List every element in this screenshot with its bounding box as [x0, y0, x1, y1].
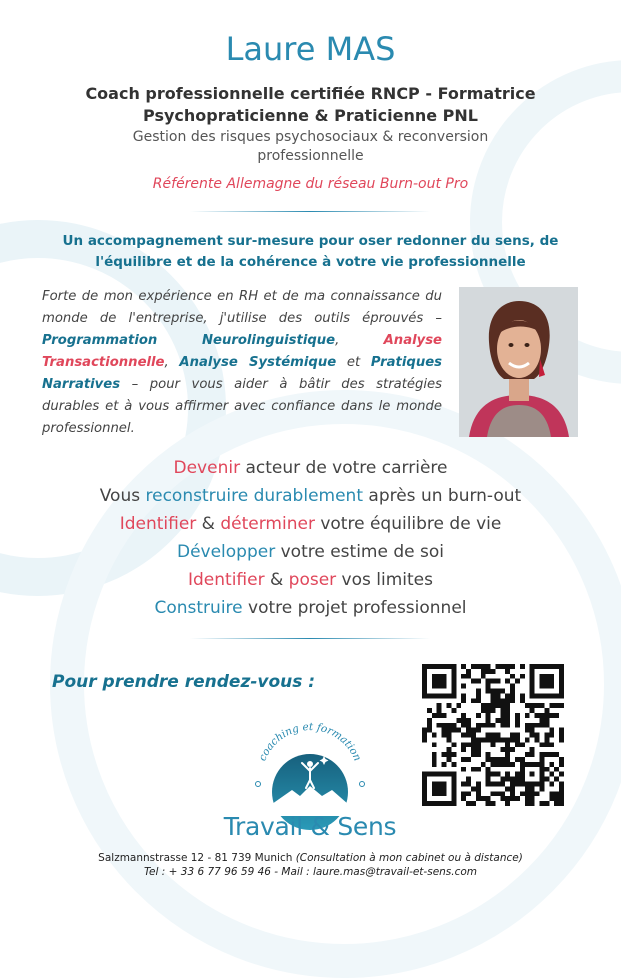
portrait-illustration: [459, 287, 578, 437]
bio-pnl: Programmation Neurolinguistique: [42, 333, 336, 348]
divider-top: [190, 211, 430, 212]
goal-text: votre projet professionnel: [242, 598, 467, 618]
goal-text: Vous: [99, 486, 146, 506]
qr-code-icon[interactable]: [422, 664, 564, 806]
bio-sep-1: ,: [335, 333, 384, 348]
job-title-line1: Coach professionnelle certifiée RNCP - Formatrice: [85, 84, 536, 103]
goal-text: acteur de votre carrière: [240, 458, 448, 478]
goal-text: vos limites: [336, 570, 433, 590]
bio-sep-2: ,: [164, 355, 180, 370]
goal-text: après un burn-out: [363, 486, 522, 506]
profile-photo: [459, 287, 578, 437]
goal-item: [0, 486, 621, 506]
qr-code-graphic: [422, 664, 564, 806]
goal-keyword: Construire: [154, 598, 243, 618]
bio-paragraph: [42, 286, 442, 440]
referent-line: Référente Allemagne du réseau Burn-out Pro: [152, 176, 469, 192]
goal-keyword: Développer: [176, 542, 276, 562]
bio-sep-3: et: [336, 355, 371, 370]
bio-text-1: Forte de mon expérience en RH et de ma connaissance du monde de l'entreprise, j'utilise des outils éprouvés –: [42, 289, 442, 326]
tagline: Un accompagnement sur-mesure pour oser redonner du sens, de l'équilibre et de la cohérence à votre vie professionnelle: [62, 233, 559, 270]
appointment-heading: Pour prendre rendez-vous :: [52, 672, 316, 692]
dot-icon: [256, 782, 261, 787]
goal-item: [0, 514, 621, 534]
logo-arc-text: coaching et formation: [256, 720, 364, 763]
goal-keyword: déterminer: [220, 514, 315, 534]
goal-item: [0, 570, 621, 590]
address-text: Salzmannstrasse 12 - 81 739 Munich: [98, 852, 296, 864]
address: [0, 852, 621, 864]
goal-text: &: [196, 514, 221, 534]
dot-icon: [360, 782, 365, 787]
address-note: (Consultation à mon cabinet ou à distance): [295, 852, 523, 864]
goal-text: votre équilibre de vie: [314, 514, 502, 534]
goal-keyword: reconstruire durablement: [145, 486, 363, 506]
travail-et-sens-logo: [200, 720, 420, 845]
goal-text: &: [264, 570, 289, 590]
logo-name: Travail & Sens: [223, 812, 397, 841]
job-title-line2: Psychopraticienne & Praticienne PNL: [143, 106, 478, 125]
goal-item: [0, 458, 621, 478]
contact-line[interactable]: Tel : + 33 6 77 96 59 46 - Mail : laure.mas@travail-et-sens.com: [143, 866, 478, 878]
goal-keyword: Identifier: [187, 570, 265, 590]
goal-keyword: Devenir: [173, 458, 241, 478]
page-title: Laure MAS: [225, 30, 396, 68]
goal-keyword: poser: [288, 570, 337, 590]
bio-as: Analyse Systémique: [179, 355, 337, 370]
bio-pn: Pratiques Narratives: [42, 355, 442, 392]
subtitle: Gestion des risques psychosociaux & reconversion professionnelle: [132, 129, 489, 164]
bio-text-2: – pour vous aider à bâtir des stratégies durables et à vous affirmer avec confiance dans le monde professionnel.: [42, 377, 442, 436]
goal-text: votre estime de soi: [275, 542, 444, 562]
bio-at: Analyse Transactionnelle: [42, 333, 442, 370]
goal-item: [0, 598, 621, 618]
divider-bottom: [190, 638, 430, 639]
goal-item: [0, 542, 621, 562]
goal-keyword: Identifier: [119, 514, 197, 534]
person-icon: [307, 761, 313, 767]
